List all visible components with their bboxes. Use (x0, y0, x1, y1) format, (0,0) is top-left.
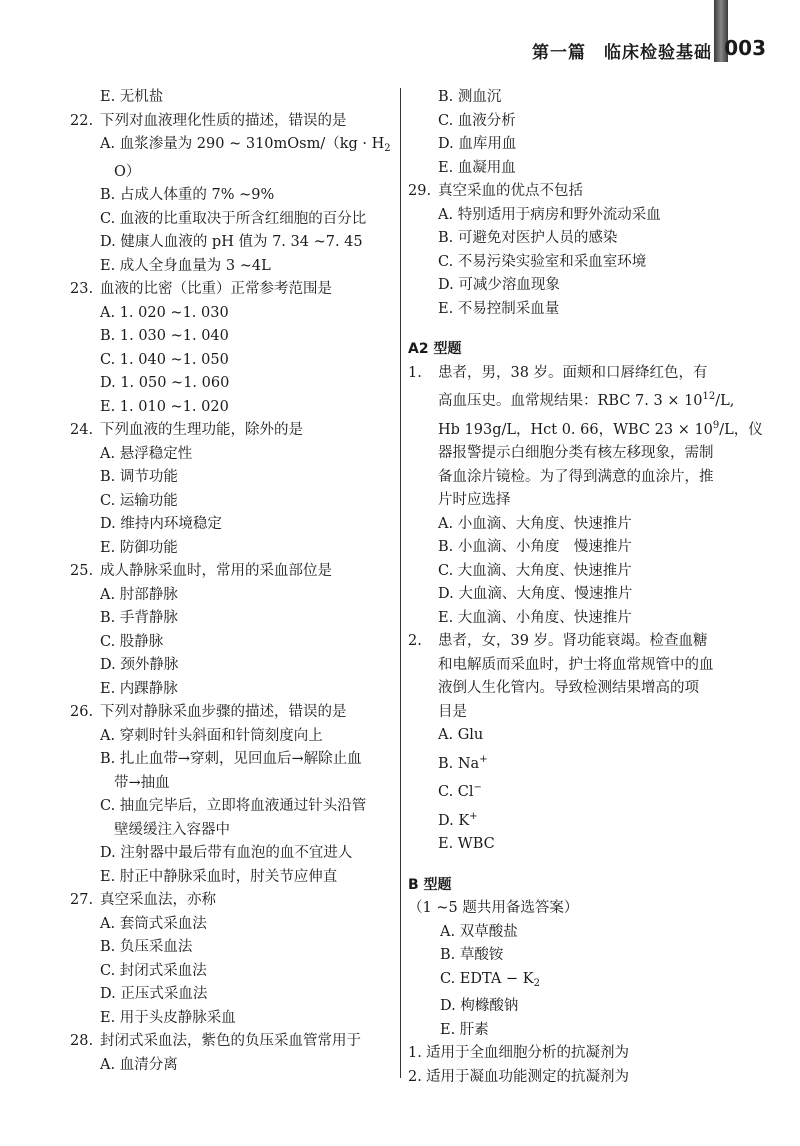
option: E. 大血滴、小角度、快速推片 (438, 609, 632, 626)
option: A. 小血滴、大角度、快速推片 (438, 515, 632, 532)
a2-question-2 (408, 630, 743, 654)
option: C. 股静脉 (100, 633, 164, 650)
option: E. 用于头皮静脉采血 (100, 1009, 236, 1026)
question-text: 患者，男，38 岁。面颊和口唇绛红色，有 (438, 364, 708, 381)
option (408, 805, 743, 834)
right-column (408, 86, 763, 1089)
question-continuation: 器报警提示白细胞分类有核左移现象，需制 (438, 445, 714, 461)
question-continuation (408, 414, 763, 443)
option: A. 穿刺时针头斜面和针筒刻度向上 (100, 727, 323, 744)
page-number: 003 (724, 36, 766, 60)
option-continuation (70, 819, 396, 843)
option: E. 无机盐 (100, 89, 164, 105)
option: B. 负压采血法 (100, 939, 193, 955)
question-text: 适用于凝血功能测定的抗凝剂为 (426, 1068, 629, 1085)
option: D. 可减少溶血现象 (438, 277, 560, 293)
option: D. 1. 050 ~1. 060 (100, 375, 230, 391)
option (408, 776, 743, 805)
chapter-title: 第一篇 临床检验基础 (532, 43, 712, 63)
question-text: Hb 193g/L，Hct 0. 66，WBC 23 × 10 (438, 421, 713, 438)
question-number: 25. (70, 563, 94, 579)
option: C. 运输功能 (100, 492, 178, 509)
option: A. Glu (438, 727, 484, 743)
subscript: 2 (384, 143, 391, 154)
question-number: 28. (70, 1033, 94, 1049)
superscript: − (473, 782, 482, 793)
spacer (408, 321, 743, 338)
section-title-b: B 型题 (408, 876, 452, 893)
answer-option (408, 968, 743, 996)
question-25 (70, 560, 396, 584)
option-text: D. K (438, 812, 470, 829)
question-text: 适用于全血细胞分析的抗凝剂为 (426, 1045, 629, 1061)
option: D. 血库用血 (438, 136, 517, 152)
superscript: + (469, 810, 478, 822)
question-text: /L, (715, 393, 735, 409)
option: D. 正压式采血法 (100, 986, 208, 1002)
option: B. 占成人体重的 7% ~9% (100, 187, 275, 203)
answer-option: A. 双草酸盐 (440, 923, 518, 940)
option-text: 带→抽血 (114, 774, 170, 791)
option: C. 血液的比重取决于所含红细胞的百分比 (100, 210, 367, 227)
question-number: 29. (408, 183, 432, 199)
option-text: C. Cl (438, 784, 474, 800)
question-continuation: 片时应选择 (438, 492, 511, 508)
option-text: C. EDTA − K (440, 970, 534, 987)
question-text: 血液的比密（比重）正常参考范围是 (100, 281, 332, 297)
option: D. 颈外静脉 (100, 657, 179, 673)
option: E. WBC (438, 836, 495, 852)
question-text: 真空采血法，亦称 (100, 892, 216, 908)
question-number: 27. (70, 892, 94, 908)
option: E. 成人全身血量为 3 ~4L (100, 257, 271, 274)
a2-question-1 (408, 362, 743, 386)
option: E. 1. 010 ~1. 020 (100, 398, 229, 415)
subscript: 2 (533, 977, 540, 989)
answer-option: E. 肝素 (440, 1021, 489, 1038)
superscript: 12 (702, 391, 716, 402)
left-column (70, 86, 396, 1077)
question-continuation (408, 385, 743, 414)
option: A. 套筒式采血法 (100, 915, 207, 932)
answer-option: B. 草酸铵 (440, 947, 504, 963)
option: B. 手背静脉 (100, 610, 178, 626)
question-continuation: 目是 (438, 703, 467, 720)
option: D. 维持内环境稳定 (100, 516, 222, 532)
option: C. 1. 040 ~1. 050 (100, 351, 229, 368)
shared-answers-note: （1 ~5 题共用备选答案） (408, 900, 579, 916)
option: E. 血凝用血 (438, 159, 516, 176)
option: C. 血液分析 (438, 112, 516, 129)
question-number: 2. (408, 1068, 422, 1085)
option: B. 扎止血带→穿刺，见回血后→解除止血 (100, 751, 362, 767)
option: B. 测血沉 (438, 89, 502, 105)
option: C. 不易污染实验室和采血室环境 (438, 253, 647, 270)
question-continuation: 备血涂片镜检。为了得到满意的血涂片，推 (438, 468, 714, 485)
question-27 (70, 889, 396, 913)
superscript: + (479, 753, 488, 765)
question-number: 1. (408, 1045, 422, 1061)
question-text: 真空采血的优点不包括 (438, 183, 583, 199)
question-text: 下列血液的生理功能，除外的是 (100, 422, 303, 438)
option-text: A. 血浆渗量为 290 ~ 310mOsm/（kg · H (100, 136, 385, 152)
question-number: 1. (408, 364, 422, 381)
option-text: 壁缓缓注入容器中 (114, 821, 230, 838)
option-text: B. Na (438, 755, 480, 772)
option: B. 小血滴、小角度 慢速推片 (438, 539, 632, 555)
question-number: 2. (408, 633, 422, 649)
option: D. 注射器中最后带有血泡的血不宜进人 (100, 845, 353, 861)
question-24 (70, 419, 396, 443)
question-text: 下列对静脉采血步骤的描述，错误的是 (100, 704, 347, 720)
question-text: /L，仪 (719, 421, 763, 438)
option: A. 特别适用于病房和野外流动采血 (438, 206, 661, 223)
question-29 (408, 180, 743, 204)
option: D. 大血滴、大角度、慢速推片 (438, 586, 633, 602)
option: C. 抽血完毕后，立即将血液通过针头沿管 (100, 798, 367, 814)
option (408, 748, 743, 777)
question-continuation: 和电解质而采血时，护士将血常规管中的血 (438, 656, 714, 673)
question-28 (70, 1030, 396, 1054)
option: B. 1. 030 ~1. 040 (100, 328, 229, 344)
option: E. 内踝静脉 (100, 680, 178, 697)
question-number: 22. (70, 112, 94, 129)
b-question-2 (408, 1066, 743, 1090)
question-continuation: 液倒人生化管内。导致检测结果增高的项 (438, 680, 699, 696)
option: A. 血清分离 (100, 1056, 178, 1073)
option: A. 肘部静脉 (100, 586, 178, 603)
question-text: 下列对血液理化性质的描述，错误的是 (100, 112, 347, 129)
option (70, 133, 396, 161)
question-number: 23. (70, 281, 94, 297)
b-question-1 (408, 1042, 743, 1066)
question-number: 26. (70, 704, 94, 720)
section-title-a2: A2 型题 (408, 341, 462, 357)
question-text: 患者，女，39 岁。肾功能衰竭。检查血糖 (438, 633, 708, 649)
question-text: 封闭式采血法，紫色的负压采血管常用于 (100, 1033, 361, 1049)
option: C. 封闭式采血法 (100, 962, 207, 979)
superscript: 9 (712, 419, 720, 431)
option-continuation (70, 772, 396, 796)
option: E. 防御功能 (100, 539, 178, 556)
option: A. 1. 020 ~1. 030 (100, 304, 229, 321)
option: A. 悬浮稳定性 (100, 445, 193, 462)
option-continuation (70, 161, 396, 185)
question-22 (70, 110, 396, 134)
question-23 (70, 278, 396, 302)
option: D. 健康人血液的 pH 值为 7. 34 ~7. 45 (100, 234, 363, 250)
question-26 (70, 701, 396, 725)
option: B. 调节功能 (100, 469, 178, 485)
question-text: 高血压史。血常规结果：RBC 7. 3 × 10 (438, 393, 703, 409)
option: E. 肘正中静脉采血时，肘关节应伸直 (100, 868, 338, 885)
spacer (408, 857, 743, 874)
option: B. 可避免对医护人员的感染 (438, 230, 618, 246)
column-divider (400, 88, 401, 1078)
answer-option: D. 枸橼酸钠 (440, 998, 519, 1014)
question-number: 24. (70, 422, 94, 438)
option: E. 不易控制采血量 (438, 300, 560, 317)
question-text: 成人静脉采血时，常用的采血部位是 (100, 563, 332, 579)
option-text: O） (114, 163, 141, 180)
option: C. 大血滴、大角度、快速推片 (438, 562, 632, 579)
